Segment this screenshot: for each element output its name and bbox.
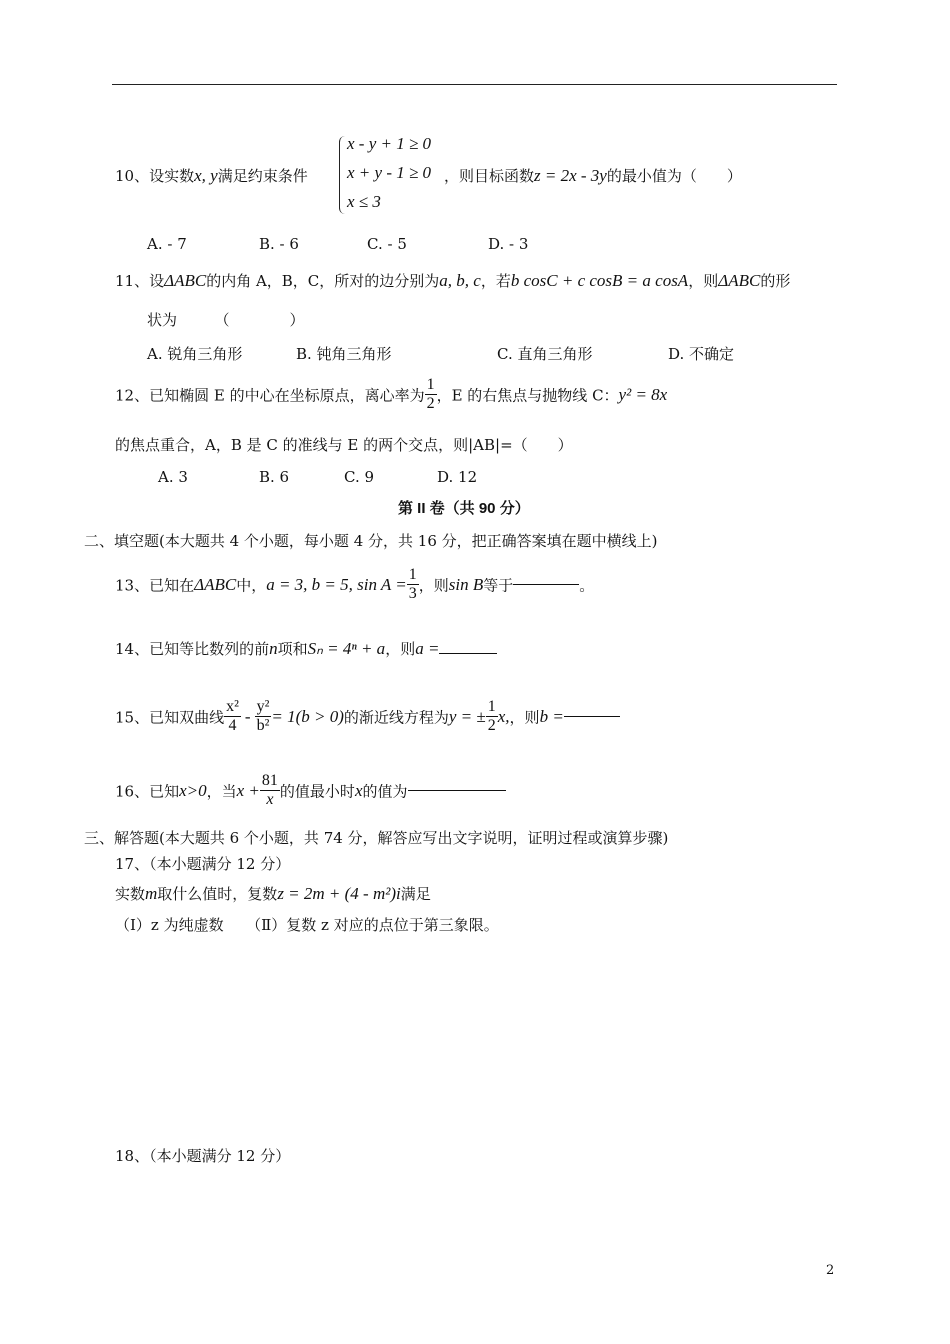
- q16-fraction: [260, 772, 280, 810]
- q15-stem: [115, 698, 620, 736]
- q11-lead: 11、设: [115, 272, 165, 290]
- q10-option-c: C. - 5: [367, 235, 407, 253]
- q11-line2: 状为 （ ）: [147, 311, 305, 329]
- q11-option-d: D. 不确定: [668, 345, 735, 363]
- q13-lead: 13、已知在: [115, 576, 195, 595]
- q14-lead: 14、已知等比数列的前: [115, 640, 270, 658]
- page-number: 2: [826, 1263, 835, 1278]
- q10-option-a: A. - 7: [147, 235, 187, 253]
- q17-line2: （Ⅰ）z 为纯虚数 （Ⅱ）复数 z 对应的点位于第三象限。: [115, 916, 499, 934]
- section2-title: 第 II 卷（共 90 分）: [398, 500, 530, 517]
- q15-asym-lead: y = ±: [448, 706, 486, 726]
- q13-tail2: 等于: [483, 576, 514, 595]
- q12-option-a: A. 3: [158, 468, 188, 486]
- q14-tail: ，则: [385, 640, 416, 658]
- q15-frac2-num: y²: [255, 698, 272, 717]
- q11-option-b: B. 钝角三角形: [296, 345, 392, 363]
- q10-ask: 的最小值为（ ）: [606, 167, 742, 185]
- q16-stem: [115, 772, 506, 810]
- q15-frac1-num: x²: [224, 698, 241, 717]
- q15-tail: ，则: [509, 708, 540, 727]
- q14-a: a =: [415, 639, 440, 658]
- q16-tail: 的值最小时: [279, 782, 355, 801]
- q16-x: x: [354, 780, 363, 800]
- q16-mid: ，当: [206, 782, 237, 801]
- q15-asym-frac: [486, 698, 498, 736]
- q17-m: m: [145, 884, 158, 903]
- q10-tail: [444, 165, 742, 186]
- q14-sum: Sₙ = 4ⁿ + a: [307, 639, 386, 658]
- q14-stem: [115, 638, 497, 659]
- q12-option-b: B. 6: [259, 468, 290, 486]
- q15-frac1-den: 4: [228, 717, 237, 735]
- q15-answer-blank[interactable]: [564, 716, 620, 717]
- q15-asym-den: 2: [487, 717, 496, 735]
- q10-lead: 10、设实数: [115, 167, 195, 185]
- q12-frac-num: 1: [425, 376, 437, 395]
- q13-triangle: ΔABC: [194, 574, 237, 594]
- q13-answer-blank[interactable]: [513, 584, 579, 585]
- q11-triangle: ΔABC: [164, 271, 207, 290]
- q15-mid: 的渐近线方程为: [343, 708, 449, 727]
- q17-equation: z = 2m + (4 - m²)i: [277, 884, 401, 903]
- q12-lead: 12、已知椭圆 E 的中心在坐标原点，离心率为: [115, 386, 425, 405]
- q10-after: ，则目标函数: [444, 167, 535, 185]
- q17-tail: 满足: [400, 885, 431, 903]
- q15-eq-tail: = 1(b > 0): [271, 706, 344, 726]
- q10-option-b: B. - 6: [259, 235, 299, 253]
- q17-lead: 实数: [115, 885, 146, 903]
- q13-frac-den: 3: [408, 585, 417, 603]
- q10-option-d: D. - 3: [488, 235, 529, 253]
- part2-header: 二、填空题(本大题共 4 个小题，每小题 4 分，共 16 分，把正确答案填在题中横线上): [84, 532, 658, 550]
- q12-option-c: C. 9: [344, 468, 375, 486]
- q16-cond: x>0: [179, 780, 207, 800]
- q15-asym-num: 1: [486, 698, 498, 717]
- q10-constraint-3: x ≤ 3: [347, 192, 381, 211]
- q10-constraint-2: x + y - 1 ≥ 0: [347, 163, 432, 182]
- q13-equation: a = 3, b = 5, sin A =: [266, 574, 407, 594]
- q11-sides: a, b, c: [439, 271, 481, 290]
- q13-fraction: [407, 566, 419, 604]
- q17-title: 17、（本小题满分 12 分）: [115, 855, 291, 873]
- q11-text1: 的内角 A，B，C，所对的边分别为: [206, 272, 440, 290]
- q12-fraction: [425, 376, 437, 414]
- q10-mid: 满足约束条件: [217, 167, 308, 185]
- q15-frac2-den: b²: [256, 717, 270, 735]
- q15-asym-tail: x,: [497, 706, 510, 726]
- q17-line1: [115, 883, 431, 904]
- q12-option-d: D. 12: [437, 468, 478, 486]
- q15-frac-2: [255, 698, 272, 736]
- q11-option-a: A. 锐角三角形: [147, 345, 243, 363]
- q12-parabola: y² = 8x: [618, 384, 668, 404]
- q16-answer-blank[interactable]: [408, 790, 506, 791]
- q15-b: b =: [539, 706, 564, 726]
- q13-end: 。: [579, 576, 595, 595]
- q15-frac-1: [224, 698, 241, 736]
- q13-stem: [115, 566, 594, 604]
- q12-frac-den: 2: [426, 395, 435, 413]
- q13-mid: 中，: [236, 576, 267, 595]
- q16-end: 的值为: [362, 782, 408, 801]
- q14-n: n: [269, 639, 278, 658]
- q12-mid: ，E 的右焦点与抛物线 C：: [436, 386, 619, 405]
- q15-lead: 15、已知双曲线: [115, 708, 225, 727]
- q11-triangle-2: ΔABC: [718, 271, 761, 290]
- header-rule: [112, 84, 837, 85]
- q10-objective: z = 2x - 3y: [534, 166, 607, 185]
- q14-answer-blank[interactable]: [439, 653, 497, 654]
- q13-sinb: sin B: [448, 574, 484, 594]
- q14-mid: 项和: [277, 640, 308, 658]
- q11-text3: ，则: [688, 272, 719, 290]
- q10-constraint-1: x - y + 1 ≥ 0: [347, 134, 432, 153]
- q13-frac-num: 1: [407, 566, 419, 585]
- q12-line2: 的焦点重合，A，B 是 C 的准线与 E 的两个交点，则|AB|=（ ）: [115, 436, 573, 454]
- q11-stem: [115, 270, 790, 291]
- q16-frac-den: x: [266, 791, 274, 809]
- part3-header: 三、解答题(本大题共 6 个小题，共 74 分，解答应写出文字说明，证明过程或演算步骤): [84, 829, 669, 847]
- q10-stem: [115, 165, 308, 186]
- q15-minus: -: [244, 706, 251, 726]
- q16-frac-num: 81: [260, 772, 280, 791]
- q11-text2: ，若: [480, 272, 511, 290]
- q10-vars: x, y: [194, 166, 218, 185]
- q12-stem: [115, 376, 667, 414]
- q11-text4: 的形: [760, 272, 791, 290]
- q13-tail1: ，则: [418, 576, 449, 595]
- q10-brace: [339, 136, 346, 214]
- q17-mid: 取什么值时，复数: [157, 885, 278, 903]
- q16-lead: 16、已知: [115, 782, 180, 801]
- q16-expr: x +: [236, 780, 260, 800]
- q18-title: 18、（本小题满分 12 分）: [115, 1147, 291, 1165]
- q11-equation: b cosC + c cosB = a cosA: [510, 271, 689, 290]
- q11-option-c: C. 直角三角形: [497, 345, 593, 363]
